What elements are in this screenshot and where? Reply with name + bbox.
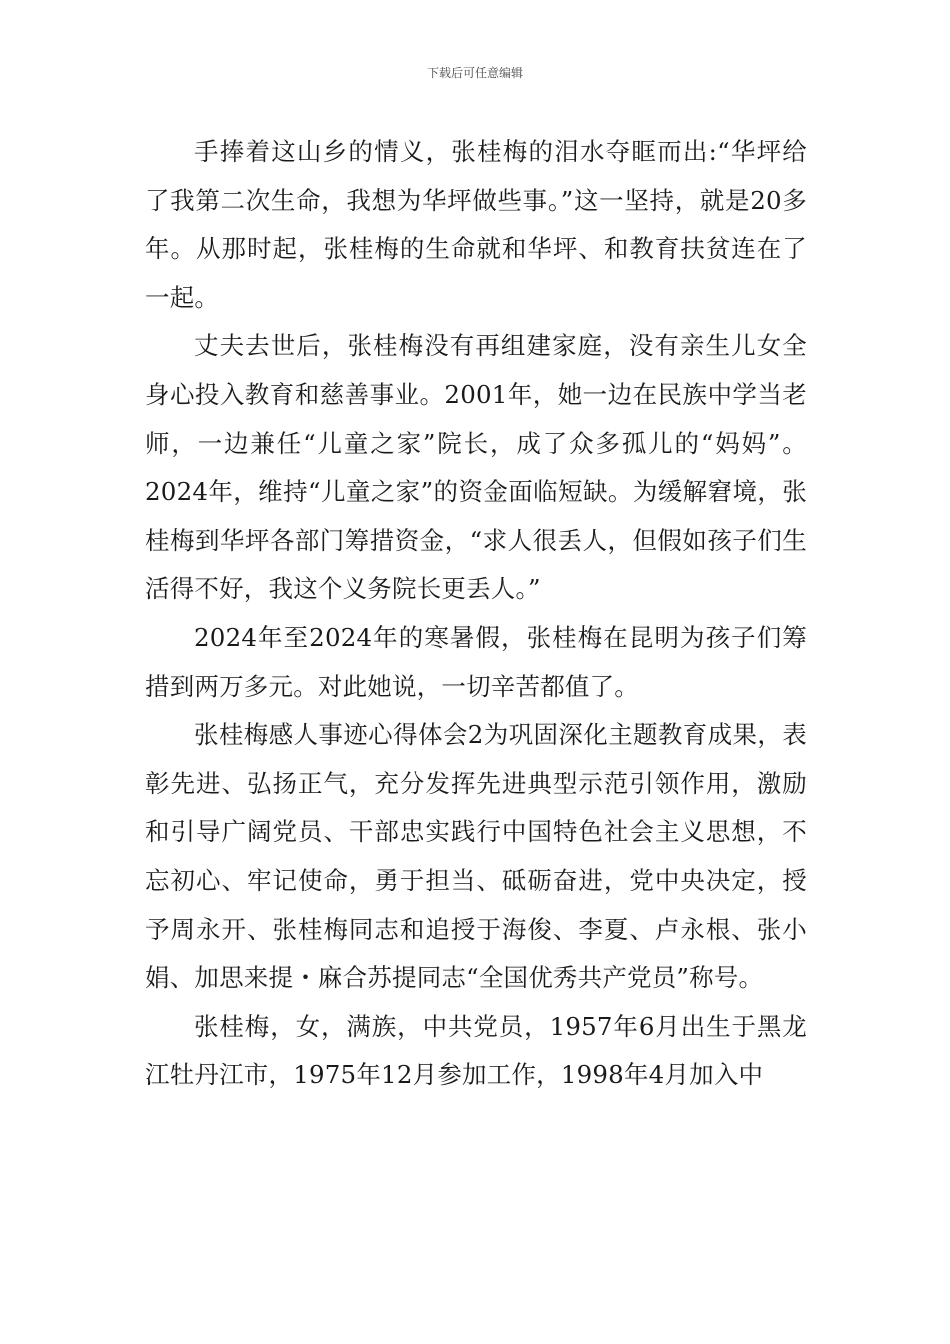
paragraph-1: 手捧着这山乡的情义，张桂梅的泪水夺眶而出:“华坪给了我第二次生命，我想为华坪做些事。”这一坚持，就是20多年。从那时起，张桂梅的生命就和华坪、和教育扶贫连在了一起。: [145, 137, 807, 312]
paragraph-3: 2024年至2024年的寒暑假，张桂梅在昆明为孩子们筹措到两万多元。对此她说，一切辛苦都值了。: [145, 622, 807, 701]
paragraph-2: 丈夫去世后，张桂梅没有再组建家庭，没有亲生儿女全身心投入教育和慈善事业。2001年，她一边在民族中学当老师，一边兼任“儿童之家”院长，成了众多孤儿的“妈妈”。2024年，维持“儿童之家”的资金面临短缺。为缓解窘境，张桂梅到华坪各部门筹措资金，“求人很丢人，但假如孩子们生活得不好，我这个义务院长更丢人。”: [145, 331, 807, 604]
paragraph-4: 张桂梅感人事迹心得体会2为巩固深化主题教育成果，表彰先进、弘扬正气，充分发挥先进典型示范引领作用，激励和引导广阔党员、干部忠实践行中国特色社会主义思想，不忘初心、牢记使命，勇于担当、砥砺奋进，党中央决定，授予周永开、张桂梅同志和追授于海俊、李夏、卢永根、张小娟、加思来提・麻合苏提同志“全国优秀共产党员”称号。: [145, 720, 807, 993]
header-note: 下载后可任意编辑: [426, 66, 523, 80]
paragraph-5: 张桂梅，女，满族，中共党员，1957年6月出生于黑龙江牡丹江市，1975年12月参加工作，1998年4月加入中: [145, 1011, 807, 1090]
document-body: [145, 128, 807, 1100]
